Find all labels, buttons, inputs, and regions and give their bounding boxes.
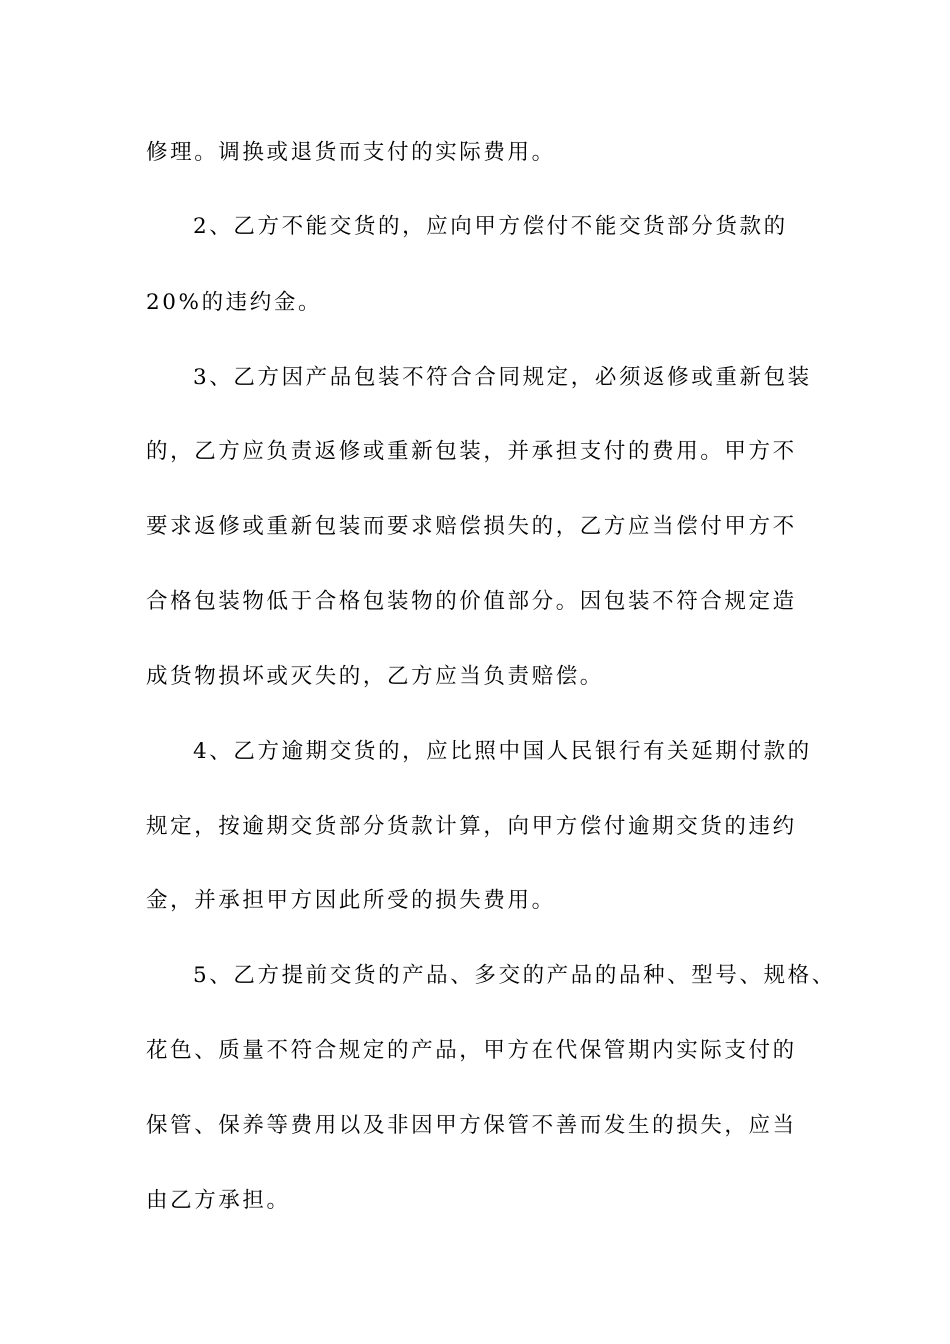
text-line: 由乙方承担。 — [146, 1188, 291, 1213]
text-line: 成货物损坏或灭失的，乙方应当负责赔偿。 — [146, 664, 604, 689]
text-line: 的，乙方应负责返修或重新包装，并承担支付的费用。甲方不 — [146, 439, 797, 464]
text-line: 2、乙方不能交货的，应向甲方偿付不能交货部分货款的 — [193, 214, 788, 239]
text-line: 4、乙方逾期交货的，应比照中国人民银行有关延期付款的 — [193, 739, 812, 764]
text-line: 金，并承担甲方因此所受的损失费用。 — [146, 888, 556, 913]
text-line: 合格包装物低于合格包装物的价值部分。因包装不符合规定造 — [146, 589, 797, 614]
text-line: 修理。调换或退货而支付的实际费用。 — [146, 140, 556, 165]
text-line: 20%的违约金。 — [146, 290, 323, 315]
text-line: 保管、保养等费用以及非因甲方保管不善而发生的损失，应当 — [146, 1113, 797, 1138]
text-line: 要求返修或重新包装而要求赔偿损失的，乙方应当偿付甲方不 — [146, 514, 797, 539]
text-line: 花色、质量不符合规定的产品，甲方在代保管期内实际支付的 — [146, 1038, 797, 1063]
text-line: 5、乙方提前交货的产品、多交的产品的品种、型号、规格、 — [193, 963, 836, 988]
text-line: 规定，按逾期交货部分货款计算，向甲方偿付逾期交货的违约 — [146, 814, 797, 839]
text-line: 3、乙方因产品包装不符合合同规定，必须返修或重新包装 — [193, 365, 812, 390]
